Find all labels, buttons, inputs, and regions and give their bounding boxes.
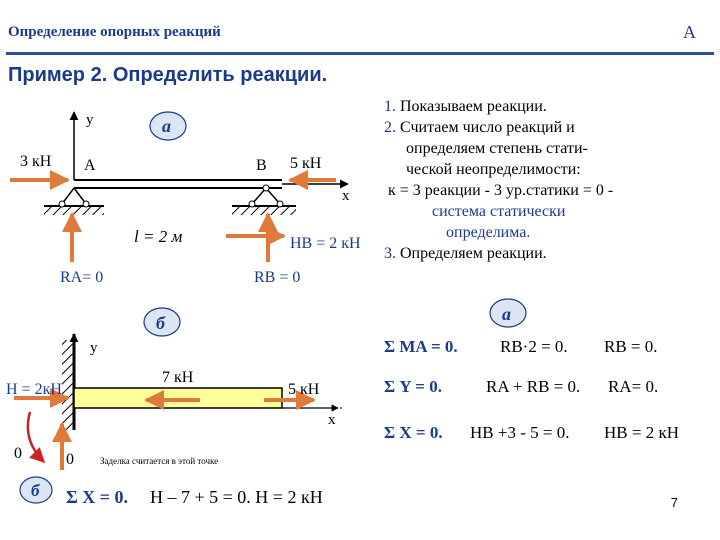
a-load-left-label: 3 кН	[20, 153, 52, 170]
eq-ma-2: RB = 0.	[604, 337, 658, 356]
b-zero-left: 0	[14, 445, 22, 462]
eq-ma-1: RB·2 = 0.	[500, 337, 568, 356]
a-hb-label: HB = 2 кН	[290, 235, 361, 252]
a-label: а	[162, 116, 171, 136]
b-equation: H – 7 + 5 = 0. H = 2 кН	[150, 487, 323, 507]
a-support-a-pin1	[59, 201, 65, 207]
a-support-a-pin2	[83, 201, 89, 207]
step-2-conclusion-1: система статически	[432, 203, 566, 220]
b-load-5-label: 5 кН	[288, 381, 320, 398]
eq-y-2: RA= 0.	[608, 377, 659, 396]
b-h-label: H = 2кН	[6, 381, 62, 398]
b-equation-label: Σ X = 0.	[66, 487, 129, 507]
a-support-b-pin1	[249, 201, 255, 207]
b-moment-arrow	[28, 412, 44, 462]
example-title: Пример 2. Определить реакции.	[8, 64, 328, 86]
a-support-b-hinge	[263, 185, 269, 191]
b-y-label: у	[90, 340, 98, 356]
solution-a-label: а	[502, 304, 511, 324]
b-note: Заделка считается в этой точке	[100, 456, 219, 466]
b-label: б	[156, 313, 165, 333]
eq-x-1: HB +3 - 5 = 0.	[470, 423, 570, 442]
eq-ma-label: Σ MA = 0.	[384, 337, 458, 356]
page-number: 7	[670, 495, 678, 510]
step-3: 3. Определяем реакции.	[384, 245, 547, 262]
a-point-a: А	[84, 157, 96, 174]
corner-letter: А	[683, 22, 696, 42]
a-ground-b-hatch	[232, 206, 296, 215]
b-load-7-label: 7 кН	[162, 369, 194, 386]
a-x-label: х	[342, 188, 350, 204]
a-point-b: В	[256, 157, 267, 174]
eq-x-2: HB = 2 кН	[604, 423, 679, 442]
step-2-formula: к = 3 реакции - 3 ур.статики = 0 -	[388, 182, 614, 199]
step-2-cont-2: ческой неопределимости:	[406, 161, 581, 178]
a-y-label: у	[86, 112, 94, 128]
b-x-label: х	[328, 412, 336, 428]
eq-x-label: Σ X = 0.	[384, 423, 443, 442]
solution-a	[384, 299, 679, 442]
eq-y-label: Σ Y = 0.	[384, 377, 442, 396]
a-load-right-label: 5 кН	[290, 155, 322, 172]
a-ra-label: RA= 0	[60, 269, 104, 286]
header-title: Определение опорных реакций	[8, 24, 221, 40]
a-support-b-pin2	[277, 201, 283, 207]
small-b-label: б	[31, 481, 40, 500]
diagram-b	[6, 308, 342, 507]
a-rb-label: RB = 0	[254, 269, 301, 286]
a-length: l = 2 м	[134, 227, 183, 246]
step-2: 2. Считаем число реакций и	[384, 119, 575, 136]
b-wall-hatch	[62, 340, 74, 430]
step-2-cont-1: определяем степень стати-	[406, 140, 588, 157]
step-2-conclusion-2: определима.	[446, 224, 531, 241]
a-ground-a-hatch	[44, 206, 104, 215]
diagram-a	[10, 112, 361, 286]
step-1: 1. Показываем реакции.	[384, 98, 547, 115]
eq-y-1: RA + RB = 0.	[486, 377, 581, 396]
b-zero-right: 0	[66, 451, 74, 468]
